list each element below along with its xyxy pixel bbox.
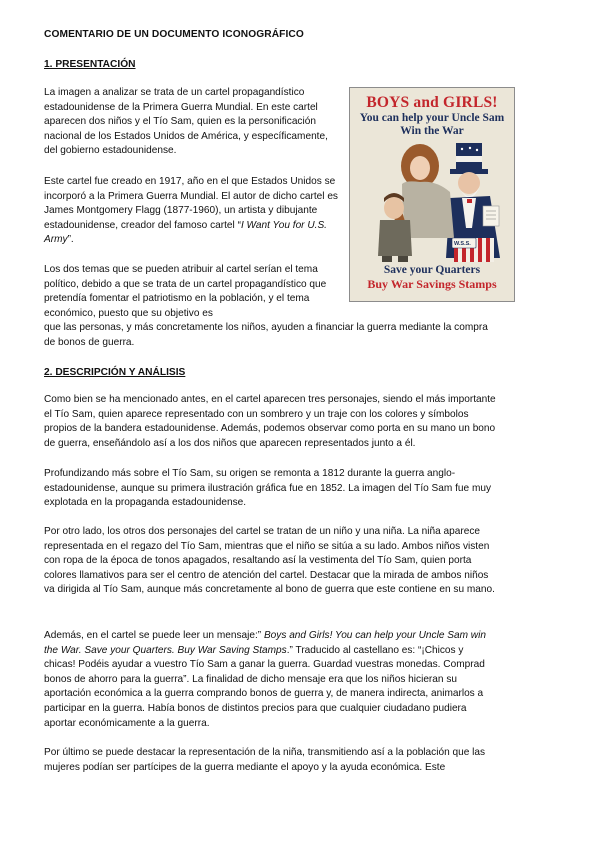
poster-save-quarters: Save your Quarters bbox=[383, 264, 481, 276]
section-heading-descripcion: 2. DESCRIPCIÓN Y ANÁLISIS bbox=[44, 367, 186, 378]
famous-poster-title: I Want You for U.S. Army bbox=[44, 219, 327, 246]
paragraph-author-text: Este cartel fue creado en 1917, año en el que Estados Unidos se incorporó a la Primera Guerra Mundial. El autor de dicho cartel es James Montgomery Flagg (1877-1960), un artista y dibujante estadounidense, creador del famoso cartel “ bbox=[44, 176, 338, 231]
poster-headline: BOYS and GIRLS! bbox=[366, 94, 498, 111]
section-heading-presentacion: 1. PRESENTACIÓN bbox=[44, 59, 136, 70]
poster-subline-1: You can help your Uncle Sam bbox=[359, 112, 505, 124]
paragraph-girl-representation: Por último se puede destacar la representación de la niña, transmitiendo así a la población que las mujeres podían ser partícipes de la guerra mediante el apoyo y la ayuda económica. Este bbox=[44, 747, 486, 773]
paragraph-themes: Los dos temas que se pueden atribuir al cartel serían el tema político, debido a que se trata de un cartel propagandístico que pretendía fomentar el patriotismo en la población, y el tema económico, puesto que su objetivo es bbox=[44, 264, 327, 319]
document-title: COMENTARIO DE UN DOCUMENTO ICONOGRÁFICO bbox=[44, 29, 304, 40]
poster-message-quote: Boys and Girls! You can help your Uncle Sam win the War. Save your Quarters. Buy War Saving Stamps bbox=[44, 630, 486, 656]
paragraph-message-intro: Además, en el cartel se puede leer un mensaje:” bbox=[44, 630, 264, 641]
paragraph-message-text: .” Traducido al castellano es: “¡Chicos y chicas! Podéis ayudar a vuestro Tío Sam a ganar la guerra. Guardad vuestras monedas. Comprad bonos de ahorro para la guerra”. La finalidad de dicho mensaje era que los niños hicieran su aportación económica a la guerra comprando bonos de guerra y, de manera indirecta, animarlos a participar en la guerra. Había bonos de distintos precios para que cualquier ciudadano pudiera aportar económicamente a la guerra. bbox=[44, 644, 485, 729]
paragraph-characters: Como bien se ha mencionado antes, en el cartel aparecen tres personajes, siendo el más importante el Tío Sam, quien aparece representado con un sombrero y un traje con los colores y símbolos propios de la bandera estadounidense. Además, podemos observar como porta en su mano un bono de guerra, enseñándolo así a los dos niños que aparecen representados junto a él. bbox=[44, 394, 496, 449]
paragraph-author bbox=[44, 175, 342, 248]
poster-buy-stamps: Buy War Savings Stamps bbox=[367, 277, 497, 291]
poster-wss-badge: W.S.S. bbox=[454, 241, 471, 247]
paragraph-message bbox=[44, 629, 496, 731]
paragraph-author-close: ”. bbox=[67, 234, 74, 246]
propaganda-poster-image bbox=[349, 87, 515, 302]
poster-subline-2: Win the War bbox=[400, 125, 464, 137]
paragraph-themes-continued: que las personas, y más concretamente los niños, ayuden a financiar la guerra mediante la compra de bonos de guerra. bbox=[44, 322, 488, 348]
paragraph-children: Por otro lado, los otros dos personajes del cartel se tratan de un niño y una niña. La niña aparece representada en el regazo del Tío Sam, mientras que el niño se sitúa a su lado. Ambos niños visten con ropa de la época de tonos apagados, resaltando así la vestimenta del Tío Sam, quien porta colores llamativos para ser el centro de atención del cartel. Destacar que la mirada de ambos niños va dirigida al Tío Sam, aunque más concretamente al bono de guerra que este contiene en su mano. bbox=[44, 526, 495, 596]
paragraph-uncle-sam-origin: Profundizando más sobre el Tío Sam, su origen se remonta a 1812 durante la guerra anglo-estadounidense, aunque su primera ilustración gráfica fue en 1852. La imagen del Tío Sam fue muy explotada en la propaganda estadounidense. bbox=[44, 468, 492, 509]
paragraph-intro: La imagen a analizar se trata de un cartel propagandístico estadounidense de la Primera Guerra Mundial. En este cartel aparecen dos niños y el Tío Sam, quien es la personificación nacional de los Estados Unidos de América, y específicamente, del gobierno estadounidense. bbox=[44, 87, 328, 157]
